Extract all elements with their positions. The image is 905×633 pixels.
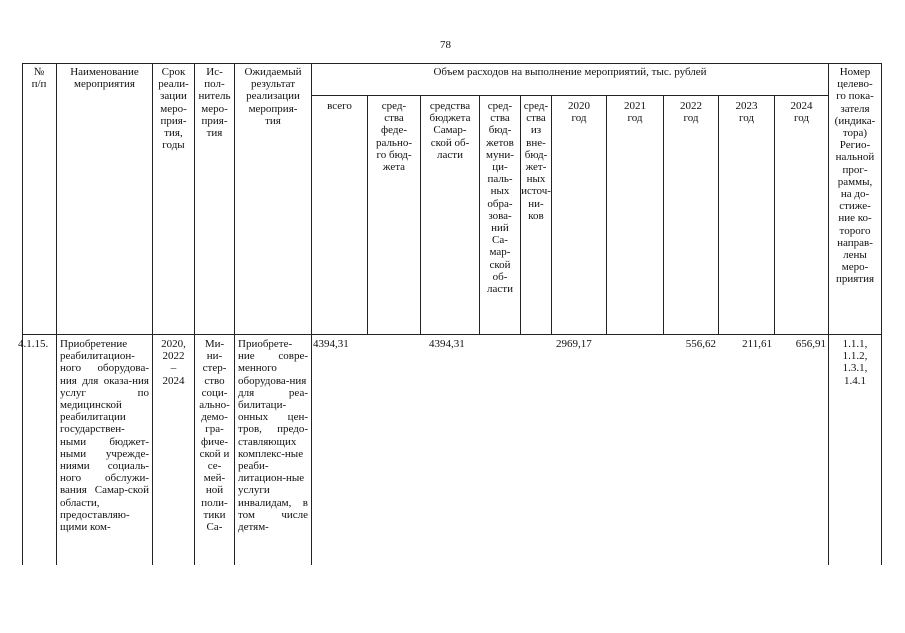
row-result: Приобрете-ние совре-менного оборудова-ния для реа-билитаци-онных цен-тров, предо-ставляющих комплекс-ные реаби-литацион-ные услуги инвалидам, в том числе детям- [238, 338, 308, 534]
row-indicators: 1.1.1, 1.1.2, 1.3.1, 1.4.1 [842, 338, 868, 387]
header-executor: Ис- пол- нитель меро- прия- тия [198, 66, 231, 140]
subheader-federal: сред- ства феде- рально- го бюд- жета [375, 100, 413, 174]
row-name: Приобретение реабилитацион-ного оборудова-ния для оказа-ния услуг по медицинской реабилитации государствен-ными бюджет-ными учрежде-ниями социаль-ного обслужи-вания Самар-ской области, предоставляю-щими ком- [60, 338, 149, 534]
subheader-2021: 2021 год [624, 100, 646, 125]
header-expenses: Объем расходов на выполнение мероприятий, тыс. рублей [433, 66, 707, 78]
subheader-2022: 2022 год [680, 100, 702, 125]
subheader-extrabudget: сред- ства из вне- бюд- жет- ных источ- ни- ков [521, 100, 551, 222]
subheader-2020: 2020 год [568, 100, 590, 125]
row-executor: Ми- ни- стер- ство соци- ально- демо- гра- фиче- ской и се- мей- ной пoли- тики Са- [199, 338, 230, 534]
row-2023: 211,61 [742, 338, 772, 350]
page-number: 78 [440, 39, 451, 51]
row-2020: 2969,17 [556, 338, 592, 350]
header-indicator: Номер целево- го пока- зателя (индика- тора) Регио- нальной прог- раммы, на до- стиже- ние ко- торого направ- лены меро- приятия [834, 66, 876, 286]
header-name: Наименование мероприятия [70, 66, 139, 91]
subheader-municipal: сред- ства бюд- жетов муни- ци- паль- ных обра- зова- ний Са- мар- ской об- ласти [486, 100, 514, 296]
subheader-2023: 2023 год [735, 100, 758, 125]
row-2022: 556,62 [685, 338, 716, 350]
header-result: Ожидаемый результат реализации мероприя- тия [244, 66, 302, 127]
row-regional: 4394,31 [429, 338, 465, 350]
subheader-regional: средства бюджета Самар- ской об- ласти [429, 100, 471, 161]
row-number: 4.1.15. [18, 338, 49, 350]
header-term: Срок реали- зации меро- прия- тия, годы [158, 66, 189, 152]
row-2024: 656,91 [795, 338, 826, 350]
row-total: 4394,31 [313, 338, 349, 350]
subheader-total: всего [327, 100, 352, 112]
row-term: 2020, 2022 – 2024 [161, 338, 186, 387]
subheader-2024: 2024 год [790, 100, 813, 125]
header-number: № п/п [31, 66, 47, 91]
